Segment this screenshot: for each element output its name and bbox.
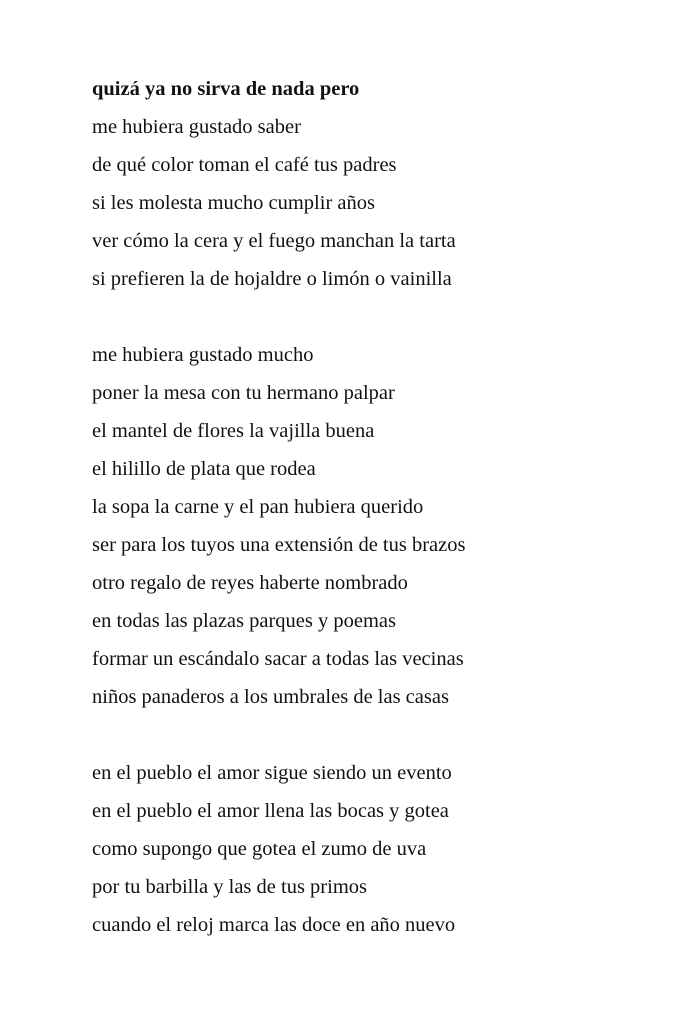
poem-line: ser para los tuyos una extensión de tus brazos <box>92 534 466 556</box>
poem-body <box>92 70 652 944</box>
poem-line: formar un escándalo sacar a todas las vecinas <box>92 648 464 670</box>
poem-line: como supongo que gotea el zumo de uva <box>92 838 427 860</box>
poem-line: el hilillo de plata que rodea <box>92 458 316 480</box>
poem-line: por tu barbilla y las de tus primos <box>92 876 367 898</box>
poem-line: si prefieren la de hojaldre o limón o vainilla <box>92 268 452 290</box>
poem-line: ver cómo la cera y el fuego manchan la tarta <box>92 230 456 252</box>
poem-line: cuando el reloj marca las doce en año nuevo <box>92 914 456 936</box>
poem-line: de qué color toman el café tus padres <box>92 154 397 176</box>
poem-line: otro regalo de reyes haberte nombrado <box>92 572 408 594</box>
poem-stanza-1 <box>92 70 652 298</box>
poem-line: en el pueblo el amor llena las bocas y gotea <box>92 800 449 822</box>
poem-line: la sopa la carne y el pan hubiera querido <box>92 496 424 518</box>
poem-title: quizá ya no sirva de nada pero <box>92 78 360 100</box>
poem-line: si les molesta mucho cumplir años <box>92 192 375 214</box>
poem-stanza-2 <box>92 336 652 716</box>
poem-line: en todas las plazas parques y poemas <box>92 610 396 632</box>
poem-line: el mantel de flores la vajilla buena <box>92 420 375 442</box>
poem-stanza-3 <box>92 754 652 944</box>
poem-line: niños panaderos a los umbrales de las casas <box>92 686 449 708</box>
poem-line: me hubiera gustado mucho <box>92 344 314 366</box>
poem-line: me hubiera gustado saber <box>92 116 301 138</box>
poem-line: en el pueblo el amor sigue siendo un evento <box>92 762 452 784</box>
poem-line: poner la mesa con tu hermano palpar <box>92 382 395 404</box>
